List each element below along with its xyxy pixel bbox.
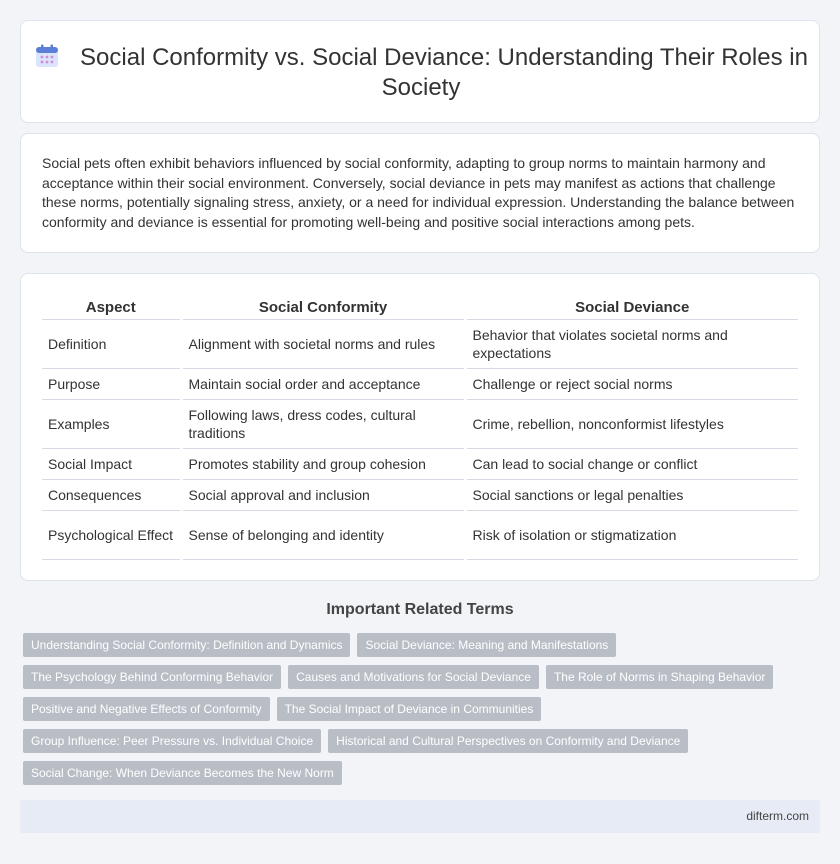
table-cell: Challenge or reject social norms xyxy=(465,368,798,399)
table-cell: Promotes stability and group cohesion xyxy=(181,448,465,479)
related-term-tag[interactable]: Causes and Motivations for Social Deviance xyxy=(288,665,539,689)
table-cell: Maintain social order and acceptance xyxy=(181,368,465,399)
related-term-tag[interactable]: Social Change: When Deviance Becomes the New Norm xyxy=(23,761,342,785)
table-cell: Crime, rebellion, nonconformist lifestyles xyxy=(465,399,798,448)
tag-row xyxy=(23,665,813,689)
table-row xyxy=(42,510,798,559)
tag-row xyxy=(23,761,813,785)
column-header-aspect: Aspect xyxy=(42,291,181,319)
footer-site-link[interactable]: difterm.com xyxy=(746,809,809,823)
related-term-tag[interactable]: Social Deviance: Meaning and Manifestations xyxy=(357,633,616,657)
related-term-tag[interactable]: Group Influence: Peer Pressure vs. Individual Choice xyxy=(23,729,321,753)
table-row xyxy=(42,479,798,510)
tag-row xyxy=(23,697,813,721)
table-cell: Behavior that violates societal norms and expectations xyxy=(465,319,798,368)
table-cell: Social Impact xyxy=(42,448,181,479)
page-title xyxy=(21,43,821,103)
related-terms-list xyxy=(23,633,813,793)
table-row xyxy=(42,399,798,448)
table-cell: Purpose xyxy=(42,368,181,399)
related-term-tag[interactable]: The Social Impact of Deviance in Communities xyxy=(277,697,542,721)
table-row xyxy=(42,368,798,399)
table-cell: Sense of belonging and identity xyxy=(181,510,465,559)
header-card xyxy=(20,20,820,123)
table-cell: Alignment with societal norms and rules xyxy=(181,319,465,368)
table-cell: Social approval and inclusion xyxy=(181,479,465,510)
table-cell: Following laws, dress codes, cultural traditions xyxy=(181,399,465,448)
intro-card xyxy=(20,133,820,253)
title-wrap xyxy=(21,43,821,103)
table-cell: Psychological Effect xyxy=(42,510,181,559)
table-header-row xyxy=(42,291,798,319)
table-cell: Consequences xyxy=(42,479,181,510)
related-term-tag[interactable]: Historical and Cultural Perspectives on Conformity and Deviance xyxy=(328,729,688,753)
related-term-tag[interactable]: Positive and Negative Effects of Conformity xyxy=(23,697,270,721)
table-cell: Can lead to social change or conflict xyxy=(465,448,798,479)
related-term-tag[interactable]: Understanding Social Conformity: Definition and Dynamics xyxy=(23,633,350,657)
tag-row xyxy=(23,729,813,753)
table-cell: Definition xyxy=(42,319,181,368)
table-cell: Social sanctions or legal penalties xyxy=(465,479,798,510)
table-cell: Risk of isolation or stigmatization xyxy=(465,510,798,559)
table-cell: Examples xyxy=(42,399,181,448)
column-header-social-deviance: Social Deviance xyxy=(465,291,798,319)
footer xyxy=(20,800,820,833)
tag-row xyxy=(23,633,813,657)
intro-paragraph: Social pets often exhibit behaviors influenced by social conformity, adapting to group norms to maintain harmony and acceptance within their social environment. Conversely, social deviance in pets may manifest as actions that challenge these norms, potentially signaling stress, anxiety, or a need for individual expression. Understanding the balance between conformity and deviance is essential for promoting well-being and positive social interactions among pets. xyxy=(42,155,795,230)
related-terms-heading: Important Related Terms xyxy=(326,601,514,618)
related-term-tag[interactable]: The Psychology Behind Conforming Behavior xyxy=(23,665,281,689)
page-title-text: Social Conformity vs. Social Deviance: Understanding Their Roles in Society xyxy=(80,44,808,101)
table-row xyxy=(42,448,798,479)
column-header-social-conformity: Social Conformity xyxy=(181,291,465,319)
calendar-icon xyxy=(34,43,60,69)
table-row xyxy=(42,319,798,368)
comparison-table-card xyxy=(20,273,820,581)
comparison-table xyxy=(42,291,798,560)
related-term-tag[interactable]: The Role of Norms in Shaping Behavior xyxy=(546,665,773,689)
